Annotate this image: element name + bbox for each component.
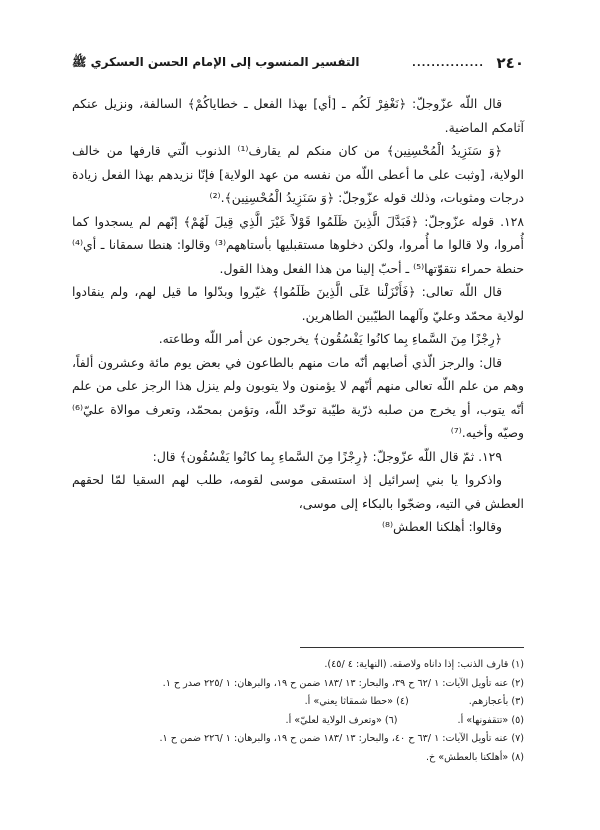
footnote-6: (٦) «وتعرف الولاية لعليّ» أ. — [285, 714, 398, 726]
paragraph: وقالوا: أهلكنا العطش⁽⁸⁾ — [381, 519, 502, 534]
section-128: ١٢٨. قوله عزّوجلّ: ﴿فَبَدَّلَ الَّذِينَ ظَلَمُوا قَوْلاً غَيْرَ الَّذِي قِيلَ لَهُمْ﴾ إنّهم لم يسجدوا كما أُمروا، ولا قالوا ما أُمروا، ولكن دخلوها مستقبليها بأستاههم⁽³⁾ وقالوا: هنطا سمقانا ـ أي⁽⁴⁾ حنطة حمراء نتقوّتها⁽⁵⁾ ـ أحبّ إلينا من هذا الفعل وهذا القول. — [72, 213, 524, 276]
paragraph: ﴿وَ سَنَزِيدُ الْمُحْسِنِين﴾ من كان منكم لم يقارف⁽¹⁾ الذنوب الّتي قارفها من خالف الولاية، [وثبت على ما أعطى اللّه من نفسه من عهد الولاية] فإنّا نزيدهم بهذا الفعل زيادة درجات ومثوبات، وذلك قوله عزّوجلّ: ﴿وَ سَنَزِيدُ الْمُحْسِنِين﴾.⁽²⁾ — [72, 143, 524, 205]
paragraph: قال اللّه عزّوجلّ: ﴿نَغْفِرْ لَكُم ـ [أي] بهذا الفعل ـ خطاياكُمْ﴾ السالفة، ونزيل عنكم آثامكم الماضية. — [72, 96, 524, 135]
main-text — [72, 92, 524, 539]
paragraph: قال اللّه تعالى: ﴿فَأَنْزَلْنا عَلَى الَّذِينَ ظَلَمُوا﴾ غيّروا وبدّلوا ما قيل لهم، ولم ينقادوا لولاية محمّد وعليّ وآلهما الطيّبين الطاهرين. — [72, 284, 524, 323]
footnotes — [72, 656, 524, 768]
footnote-4: (٤) «حطا شمقاثا يعني» أ. — [304, 696, 409, 708]
section-129: ١٢٩. ثمّ قال اللّه عزّوجلّ: ﴿رِجْزًا مِنَ السَّماءِ بِما كانُوا يَفْسُقُون﴾ قال: — [152, 448, 502, 464]
footnote-row — [72, 712, 524, 731]
footnote-3: (٣) بأعجازهم. — [468, 696, 524, 708]
footnote-row — [72, 693, 524, 712]
book-title: التفسير المنسوب إلى الإمام الحسن العسكري ﷺ — [72, 55, 360, 69]
header-dots: ............... — [412, 58, 484, 69]
footnote-divider — [300, 647, 524, 648]
page-number: ٢٤٠ — [496, 54, 524, 72]
paragraph: ﴿رِجْزًا مِنَ السَّماءِ بِما كانُوا يَفْسُقُون﴾ يخرجون عن أمر اللّه وطاعته. — [158, 331, 502, 346]
footnote-2: (٢) عنه تأويل الآيات: ١ /٦٢ ح ٣٩، والبحار: ١٣ /١٨٣ ضمن ح ١٩، والبرهان: ١ /٢٢٥ صدر ح ١. — [162, 677, 524, 689]
paragraph: قال: والرجز الّذي أصابهم أنّه مات منهم بالطاعون في بعض يوم مائة وعشرون ألفاً، وهم من علم اللّه تعالى منهم أنّهم لا يؤمنون ولا يتوبون ولم ينزل هذا الرجز على من علم أنّه يتوب، أو يخرج من صلبه ذرّية طيّبة توحّد اللّه، وتؤمن بمحمّد، وتعرف موالاة عليّ⁽⁶⁾ وصيّه وأخيه.⁽⁷⁾ — [72, 354, 524, 440]
running-header — [72, 54, 524, 76]
footnote-5: (٥) «تتقفونها» أ. — [457, 714, 524, 726]
footnote-7: (٧) عنه تأويل الآيات: ١ /٦٣ ح ٤٠، والبحار: ١٣ /١٨٣ ضمن ح ١٩، والبرهان: ١ /٢٢٦ ضمن ح ١. — [159, 733, 524, 745]
paragraph: واذكروا يا بني إسرائيل إذ استسقى موسى لقومه، طلب لهم السقيا لمّا لحقهم العطش في التيه، وضجّوا بالبكاء إلى موسى، — [72, 472, 524, 511]
footnote-1: (١) قارف الذنب: إذا داناه ولاصقه. (النهاية: ٤ /٤٥). — [324, 659, 524, 670]
footnote-8: (٨) «أهلكنا بالعطش» خ. — [425, 751, 524, 763]
